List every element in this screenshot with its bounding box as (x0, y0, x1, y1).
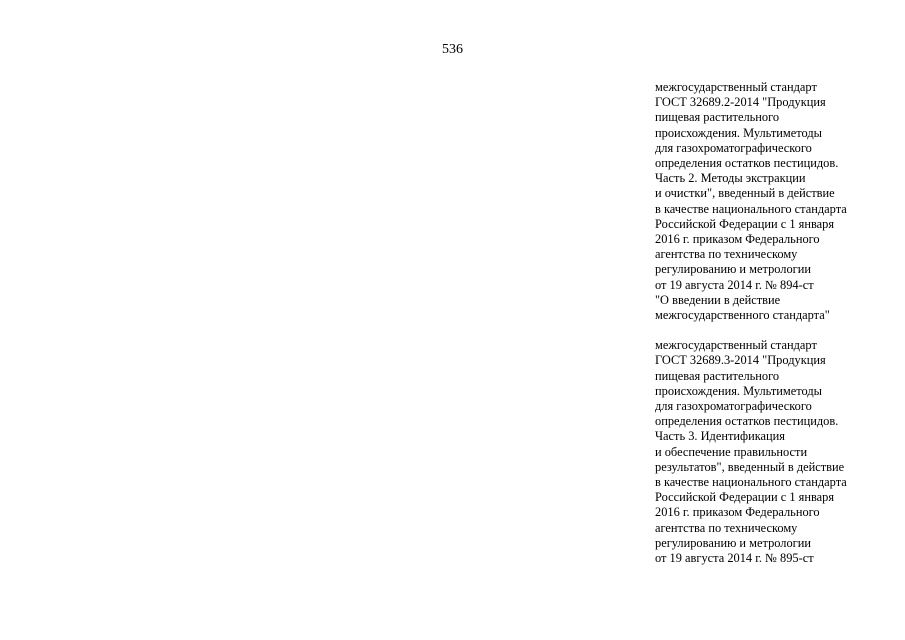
standard-entry-gost-32689-2 (655, 80, 895, 323)
entry-line: пищевая растительного (655, 110, 780, 125)
entry-line: межгосударственный стандарт (655, 80, 817, 94)
entry-line: от 19 августа 2014 г. № 895-ст (655, 551, 814, 566)
entry-line: регулированию и метрологии (655, 535, 812, 550)
entry-line: и очистки", введенный в действие (655, 186, 835, 201)
entry-line: ГОСТ 32689.2-2014 "Продукция (655, 95, 826, 110)
entry-line: определения остатков пестицидов. (655, 414, 839, 429)
entry-line: происхождения. Мультиметоды (655, 383, 822, 398)
entry-line: Российской Федерации с 1 января (655, 216, 835, 231)
entry-line: межгосударственного стандарта" (655, 308, 830, 323)
entry-line: Российской Федерации с 1 января (655, 490, 835, 505)
standard-entry-gost-32689-3 (655, 338, 895, 566)
entry-line: 2016 г. приказом Федерального (655, 232, 820, 247)
entry-line: и обеспечение правильности (655, 444, 808, 459)
entry-line: Часть 3. Идентификация (655, 429, 785, 444)
entry-line: в качестве национального стандарта (655, 201, 847, 216)
text-column (655, 80, 895, 581)
entry-line: агентства по техническому (655, 247, 798, 262)
entry-line: для газохроматографического (655, 140, 812, 155)
entry-line: межгосударственный стандарт (655, 338, 817, 353)
entry-line: от 19 августа 2014 г. № 894-ст (655, 277, 814, 292)
entry-line: Часть 2. Методы экстракции (655, 171, 806, 186)
entry-line: "О введении в действие (655, 292, 781, 307)
page-number: 536 (442, 42, 463, 57)
entry-line: в качестве национального стандарта (655, 475, 847, 490)
entry-line: определения остатков пестицидов. (655, 156, 839, 171)
entry-line: результатов", введенный в действие (655, 459, 845, 474)
entry-line: происхождения. Мультиметоды (655, 125, 822, 140)
entry-line: ГОСТ 32689.3-2014 "Продукция (655, 353, 826, 368)
entry-line: 2016 г. приказом Федерального (655, 505, 820, 520)
entry-line: агентства по техническому (655, 520, 798, 535)
entry-line: для газохроматографического (655, 399, 812, 414)
entry-line: пищевая растительного (655, 368, 780, 383)
entry-line: регулированию и метрологии (655, 262, 812, 277)
